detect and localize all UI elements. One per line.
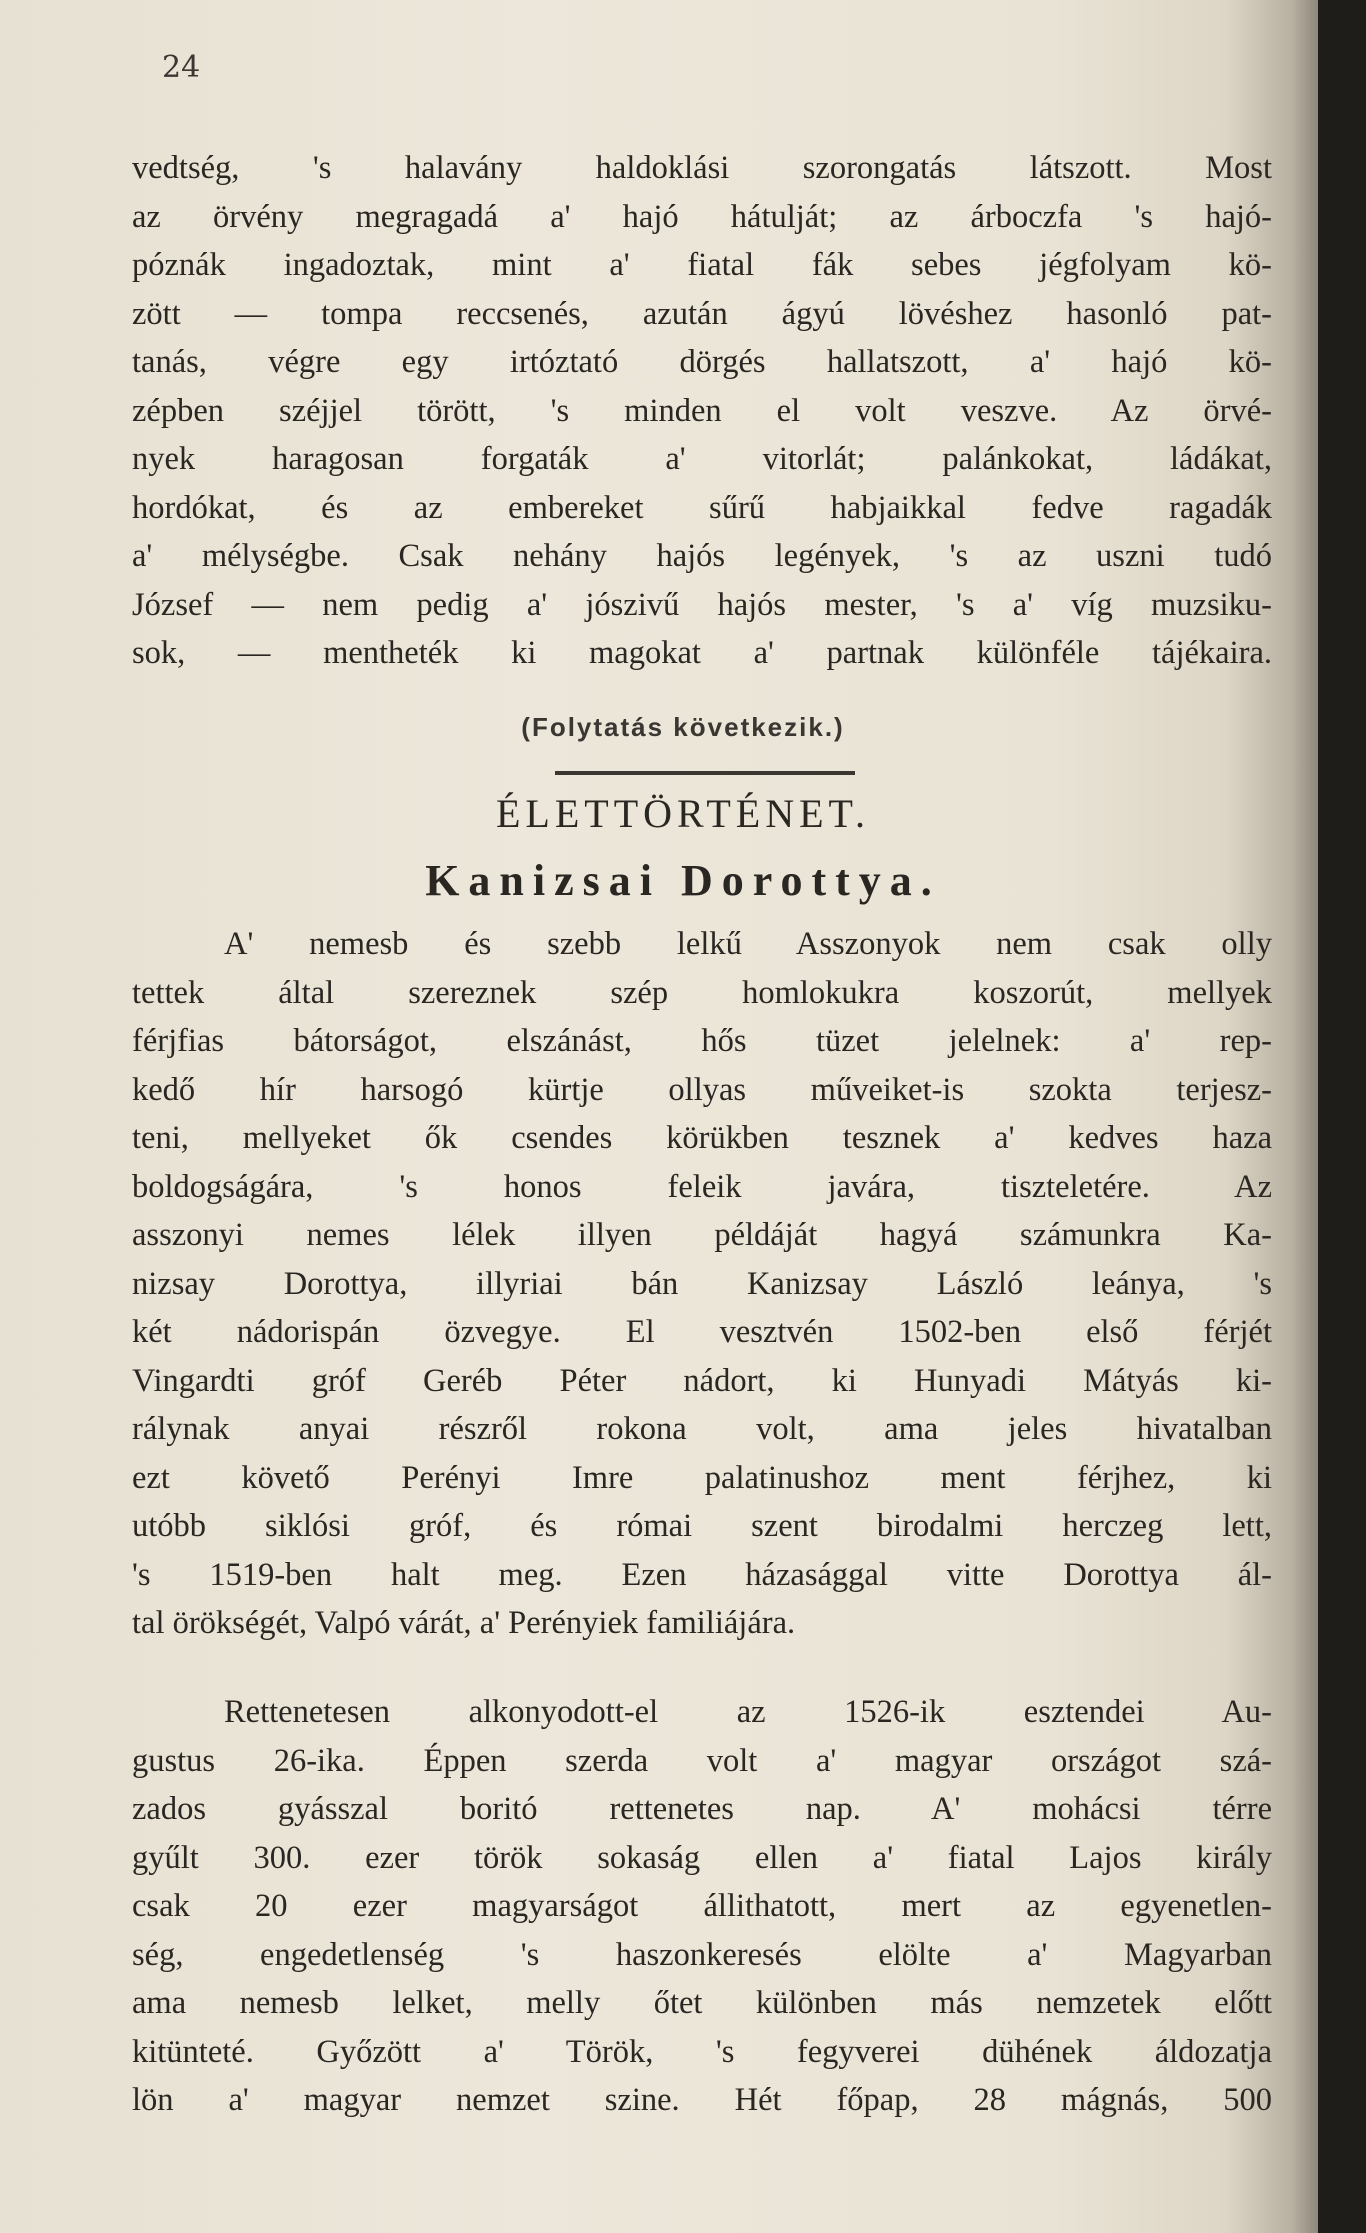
biography-paragraph-1 bbox=[132, 920, 1272, 1648]
text-line: zados gyásszal boritó rettenetes nap. A' mohácsi térre bbox=[132, 1791, 1272, 1827]
story-continuation-paragraph bbox=[132, 144, 1272, 678]
text-line: az örvény megragadá a' hajó hátulját; az árboczfa 's hajó- bbox=[132, 198, 1272, 235]
text-line: tanás, végre egy irtóztató dörgés hallatszott, a' hajó kö- bbox=[132, 344, 1272, 380]
continued-note: (Folytatás következik.) bbox=[521, 712, 845, 742]
text-line: zött — tompa reccsenés, azután ágyú lövéshez hasonló pat- bbox=[132, 295, 1272, 332]
text-line: zépben széjjel törött, 's minden el volt veszve. Az örvé- bbox=[132, 392, 1272, 429]
text-line: lön a' magyar nemzet szine. Hét főpap, 28 mágnás, 500 bbox=[132, 2082, 1272, 2118]
section-title: ÉLETTÖRTÉNET. bbox=[496, 791, 870, 836]
text-line: ség, engedetlenség 's haszonkeresés elölte a' Magyarban bbox=[132, 1936, 1272, 1973]
text-line: tal örökségét, Valpó várát, a' Perényiek familiájára. bbox=[132, 1605, 796, 1641]
text-line: tettek által szereznek szép homlokukra koszorút, mellyek bbox=[132, 974, 1272, 1011]
text-line: csak 20 ezer magyarságot állithatott, mert az egyenetlen- bbox=[132, 1888, 1272, 1924]
text-line: kitünteté. Győzött a' Török, 's fegyverei dühének áldozatja bbox=[132, 2033, 1272, 2070]
text-line: asszonyi nemes lélek illyen példáját hagyá számunkra Ka- bbox=[132, 1217, 1272, 1253]
text-line: rálynak anyai részről rokona volt, ama jeles hivatalban bbox=[132, 1411, 1272, 1447]
text-line: teni, mellyeket ők csendes körükben tesznek a' kedves haza bbox=[132, 1120, 1272, 1156]
text-line: gyűlt 300. ezer török sokaság ellen a' fiatal Lajos király bbox=[132, 1839, 1272, 1876]
text-line: utóbb siklósi gróf, és római szent birodalmi herczeg lett, bbox=[132, 1508, 1272, 1544]
text-line: Rettenetesen alkonyodott-el az 1526-ik esztendei Au- bbox=[224, 1694, 1272, 1730]
text-line: sok, — mentheték ki magokat a' partnak különféle tájékaira. bbox=[132, 635, 1272, 671]
biography-paragraph-2 bbox=[132, 1688, 1272, 2125]
text-line: kedő hír harsogó kürtje ollyas műveiket-is szokta terjesz- bbox=[132, 1071, 1272, 1108]
text-line: 's 1519-ben halt meg. Ezen házasággal vitte Dorottya ál- bbox=[132, 1556, 1272, 1593]
text-line: nizsay Dorottya, illyriai bán Kanizsay László leánya, 's bbox=[132, 1265, 1272, 1302]
article-heading: Kanizsai Dorottya. bbox=[425, 856, 941, 905]
text-line: a' mélységbe. Csak nehány hajós legények, 's az uszni tudó bbox=[132, 538, 1272, 574]
text-line: póznák ingadoztak, mint a' fiatal fák sebes jégfolyam kö- bbox=[132, 247, 1272, 283]
text-line: ezt követő Perényi Imre palatinushoz ment férjhez, ki bbox=[132, 1459, 1272, 1496]
text-line: József — nem pedig a' jószivű hajós mester, 's a' víg muzsiku- bbox=[132, 586, 1272, 623]
text-line: hordókat, és az embereket sűrű habjaikkal fedve ragadák bbox=[132, 489, 1272, 526]
text-line: ama nemesb lelket, melly őtet különben más nemzetek előtt bbox=[132, 1985, 1272, 2021]
text-line: A' nemesb és szebb lelkű Asszonyok nem csak olly bbox=[224, 926, 1272, 962]
section-divider bbox=[555, 771, 855, 775]
text-line: vedtség, 's halavány haldoklási szorongatás látszott. Most bbox=[132, 150, 1272, 186]
text-line: két nádorispán özvegye. El vesztvén 1502-ben első férjét bbox=[132, 1314, 1272, 1350]
text-line: boldogságára, 's honos feleik javára, tiszteletére. Az bbox=[132, 1168, 1272, 1205]
text-line: férjfias bátorságot, elszánást, hős tüzet jelelnek: a' rep- bbox=[132, 1023, 1272, 1059]
text-line: gustus 26-ika. Éppen szerda volt a' magyar országot szá- bbox=[132, 1742, 1272, 1779]
page-number: 24 bbox=[162, 50, 201, 85]
text-line: nyek haragosan forgaták a' vitorlát; palánkokat, ládákat, bbox=[132, 441, 1272, 477]
text-line: Vingardti gróf Geréb Péter nádort, ki Hunyadi Mátyás ki- bbox=[132, 1362, 1272, 1399]
